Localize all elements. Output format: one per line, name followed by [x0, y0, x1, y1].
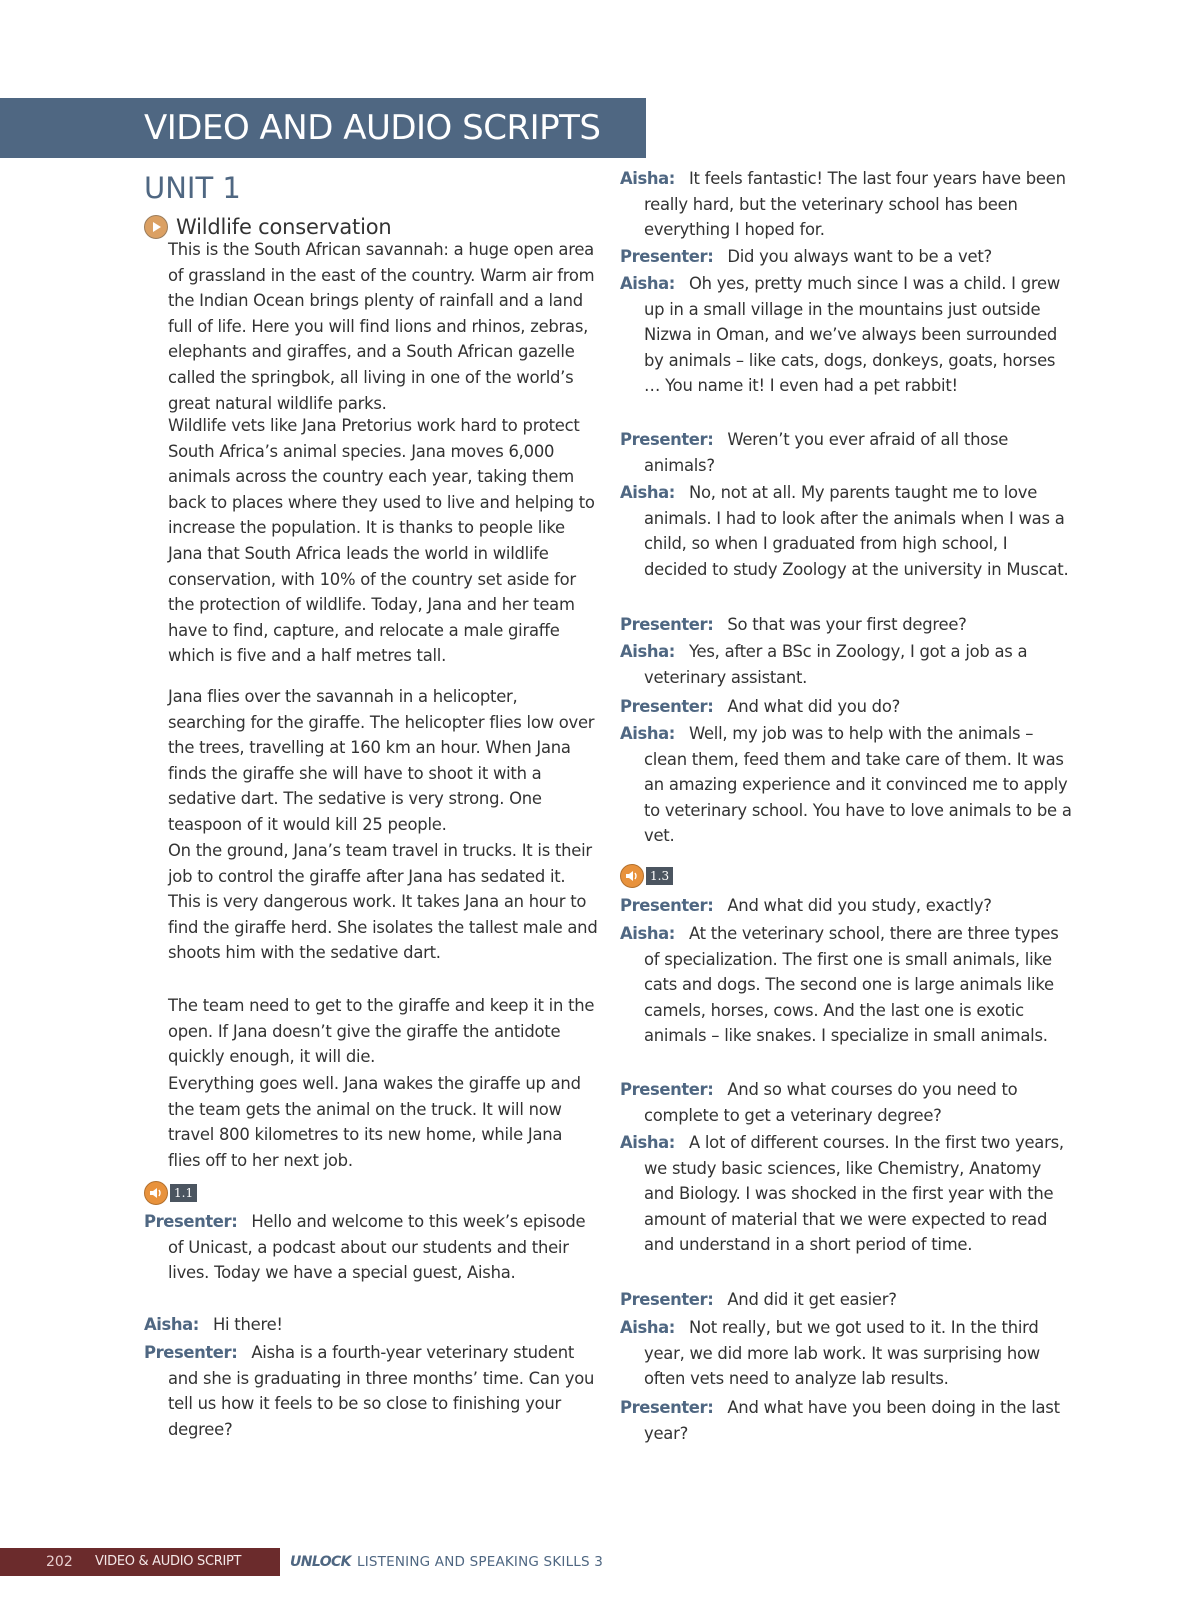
- speaker-label: Aisha:: [620, 924, 675, 943]
- dialogue-turn: [620, 694, 1075, 720]
- dialogue-text: Hello and welcome to this week’s episode of Unicast, a podcast about our students and their lives. Today we have a special guest, Aisha.: [168, 1212, 586, 1283]
- dialogue-text: No, not at all. My parents taught me to love animals. I had to look after the animals when I was a child, so when I graduated from high school, I decided to study Zoology at the university in Muscat.: [644, 483, 1069, 579]
- video-paragraph: Jana flies over the savannah in a helicopter, searching for the giraffe. The helicopter flies low over the trees, travelling at 160 km an hour. When Jana finds the giraffe she will have to shoot it with a sedative dart. The sedative is very strong. One teaspoon of it would kill 25 people.: [168, 687, 595, 834]
- speaker-label: Presenter:: [620, 1398, 714, 1417]
- audio-track-1-3[interactable]: [620, 863, 673, 889]
- speaker-label: Presenter:: [620, 697, 714, 716]
- dialogue-turn: [620, 244, 1075, 270]
- video-paragraph: Wildlife vets like Jana Pretorius work hard to protect South Africa’s animal species. Jana moves 6,000 animals across the country each year, taking them back to places where they used to live and helping to increase the population. It is thanks to people like Jana that South Africa leads the world in wildlife conservation, with 10% of the country set aside for the protection of wildlife. Today, Jana and her team have to find, capture, and relocate a male giraffe which is five and a half metres tall.: [168, 416, 595, 666]
- track-number-badge: 1.3: [646, 867, 673, 885]
- dialogue-turn: [620, 271, 1075, 399]
- speaker-label: Aisha:: [620, 1133, 675, 1152]
- speaker-label: Aisha:: [620, 483, 675, 502]
- unit-title: UNIT 1: [144, 171, 241, 205]
- speaker-icon[interactable]: [620, 864, 644, 888]
- speaker-icon[interactable]: [144, 1181, 168, 1205]
- dialogue-turn: [620, 166, 1075, 243]
- video-title: Wildlife conservation: [176, 215, 392, 239]
- speaker-label: Presenter:: [620, 896, 714, 915]
- dialogue-text: And what did you study, exactly?: [727, 896, 992, 915]
- dialogue-turn: [620, 427, 1075, 478]
- dialogue-turn: [620, 639, 1075, 690]
- dialogue-turn: [620, 1395, 1075, 1446]
- track-number-badge: 1.1: [170, 1184, 197, 1202]
- dialogue-text: Aisha is a fourth-year veterinary student and she is graduating in three months’ time. Can you tell us how it feels to be so close to finishing your degree?: [168, 1343, 595, 1439]
- dialogue-turn: [620, 893, 1075, 919]
- dialogue-text: Weren’t you ever afraid of all those animals?: [644, 430, 1009, 475]
- speaker-label: Aisha:: [144, 1315, 199, 1334]
- dialogue-turn: [620, 921, 1075, 1049]
- speaker-label: Aisha:: [620, 274, 675, 293]
- dialogue-text: It feels fantastic! The last four years have been really hard, but the veterinary school has been everything I hoped for.: [644, 169, 1066, 240]
- dialogue-turn: [620, 1077, 1075, 1128]
- speaker-label: Presenter:: [144, 1212, 238, 1231]
- dialogue-turn: [144, 1340, 599, 1442]
- speaker-label: Aisha:: [620, 724, 675, 743]
- dialogue-turn: [620, 612, 1075, 638]
- brand-logo: UNLOCK: [290, 1554, 351, 1570]
- speaker-label: Aisha:: [620, 169, 675, 188]
- dialogue-text: So that was your first degree?: [727, 615, 967, 634]
- book-title: LISTENING AND SPEAKING SKILLS 3: [357, 1554, 604, 1570]
- dialogue-text: At the veterinary school, there are three types of specialization. The first one is small animals, like cats and dogs. The second one is large animals like camels, horses, cows. And the last one is exotic animals – like snakes. I specialize in small animals.: [644, 924, 1059, 1046]
- play-icon[interactable]: [144, 215, 168, 239]
- speaker-label: Presenter:: [620, 430, 714, 449]
- dialogue-text: And did it get easier?: [727, 1290, 897, 1309]
- dialogue-text: Did you always want to be a vet?: [727, 247, 992, 266]
- dialogue-text: Oh yes, pretty much since I was a child. I grew up in a small village in the mountains just outside Nizwa in Oman, and we’ve always been surrounded by animals – like cats, dogs, donkeys, goats, horses … You name it! I even had a pet rabbit!: [644, 274, 1060, 396]
- page-number: 202: [46, 1554, 73, 1570]
- dialogue-turn: [620, 1130, 1075, 1258]
- dialogue-turn: [620, 1315, 1075, 1392]
- video-paragraph: Everything goes well. Jana wakes the giraffe up and the team gets the animal on the truck. It will now travel 800 kilometres to its new home, while Jana flies off to her next job.: [168, 1074, 581, 1170]
- dialogue-text: Yes, after a BSc in Zoology, I got a job as a veterinary assistant.: [644, 642, 1028, 687]
- dialogue-text: Not really, but we got used to it. In the third year, we did more lab work. It was surprising how often vets need to analyze lab results.: [644, 1318, 1040, 1389]
- dialogue-turn: [620, 480, 1075, 582]
- speaker-label: Presenter:: [620, 1290, 714, 1309]
- page-title: VIDEO AND AUDIO SCRIPTS: [144, 108, 601, 148]
- dialogue-text: And what have you been doing in the last year?: [644, 1398, 1060, 1443]
- dialogue-turn: [144, 1209, 599, 1286]
- speaker-label: Presenter:: [620, 1080, 714, 1099]
- dialogue-turn: [620, 721, 1075, 849]
- dialogue-text: And so what courses do you need to complete to get a veterinary degree?: [644, 1080, 1018, 1125]
- dialogue-text: A lot of different courses. In the first two years, we study basic sciences, like Chemistry, Anatomy and Biology. I was shocked in the first year with the amount of material that we were expected to read and understand in a short period of time.: [644, 1133, 1064, 1255]
- speaker-label: Presenter:: [620, 247, 714, 266]
- speaker-label: Aisha:: [620, 642, 675, 661]
- dialogue-turn: [144, 1312, 599, 1338]
- video-paragraph: The team need to get to the giraffe and keep it in the open. If Jana doesn’t give the giraffe the antidote quickly enough, it will die.: [168, 996, 595, 1067]
- speaker-label: Presenter:: [620, 615, 714, 634]
- speaker-label: Presenter:: [144, 1343, 238, 1362]
- dialogue-turn: [620, 1287, 1075, 1313]
- footer-section-label: VIDEO & AUDIO SCRIPT: [95, 1554, 242, 1569]
- video-paragraph: On the ground, Jana’s team travel in trucks. It is their job to control the giraffe after Jana has sedated it. This is very dangerous work. It takes Jana an hour to find the giraffe herd. She isolates the tallest male and shoots him with the sedative dart.: [168, 841, 598, 963]
- audio-track-1-1[interactable]: [144, 1180, 197, 1206]
- dialogue-text: Well, my job was to help with the animals – clean them, feed them and take care of them. It was an amazing experience and it convinced me to apply to veterinary school. You have to love animals to be a vet.: [644, 724, 1072, 846]
- video-paragraph: This is the South African savannah: a huge open area of grassland in the east of the country. Warm air from the Indian Ocean brings plenty of rainfall and a land full of life. Here you will find lions and rhinos, zebras, elephants and giraffes, and a South African gazelle called the springbok, all living in one of the world’s great natural wildlife parks.: [168, 240, 595, 413]
- dialogue-text: And what did you do?: [727, 697, 901, 716]
- dialogue-text: Hi there!: [212, 1315, 283, 1334]
- speaker-label: Aisha:: [620, 1318, 675, 1337]
